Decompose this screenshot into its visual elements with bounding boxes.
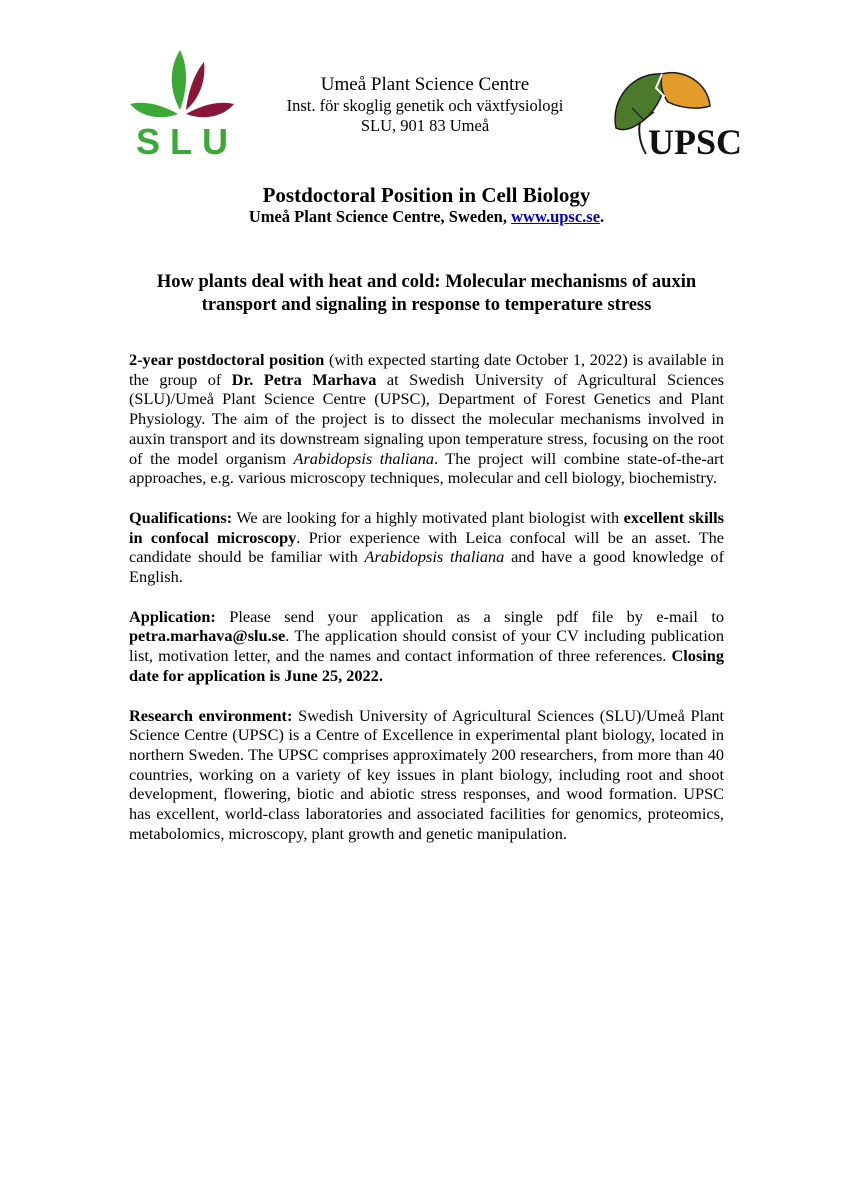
- application-text-1: Please send your application as a single pdf file by e-mail to: [215, 606, 724, 626]
- application-paragraph: [129, 607, 724, 686]
- research-text: Swedish University of Agricultural Sciences (SLU)/Umeå Plant Science Centre (UPSC) is a Centre of Excellence in experimental plant biology, located in northern Sweden. The UPSC comprises approximately 200 researchers, from more than 40 countries, working on a variety of key issues in plant biology, including root and shoot development, flowering, biotic and abiotic stress responses, and wood formation. UPSC has excellent, world-class laboratories and associated facilities for genomics, proteomics, metabolomics, microscopy, plant growth and genetic manipulation.: [129, 705, 724, 843]
- research-label: Research environment:: [129, 705, 293, 725]
- organism-name: Arabidopsis thaliana: [293, 448, 435, 468]
- project-title-line-1: How plants deal with heat and cold: Molecular mechanisms of auxin: [156, 272, 697, 292]
- qualifications-text-2: . Prior experience with Leica confocal will be an asset. The candidate should be familiar with: [129, 527, 724, 567]
- para1-text-1: (with expected starting date October 1, 2022) is available in the group of: [129, 350, 724, 389]
- project-title-line-2: transport and signaling in response to temperature stress: [201, 295, 652, 315]
- position-subtitle: [100, 207, 753, 227]
- position-title-block: [100, 183, 753, 227]
- qualifications-text-3: and have a good knowledge of English.: [129, 547, 724, 587]
- qualifications-label: Qualifications:: [129, 507, 233, 527]
- para1-text-2: at Swedish University of Agricultural Sciences (SLU)/Umeå Plant Science Centre (UPSC), Department of Forest Genetics and Plant Physiology. The aim of the project is to dissect the molecular mechanisms involved in auxin transport and its downstream signaling upon temperature stress, focusing on the root of the model organism: [129, 369, 725, 468]
- upsc-logo: [610, 68, 755, 160]
- para1-text-3: . The project will combine state-of-the-art approaches, e.g. various microscopy techniques, molecular and cell biology, biochemistry.: [129, 448, 724, 488]
- project-title: [125, 271, 728, 317]
- subtitle-text: Umeå Plant Science Centre, Sweden,: [248, 207, 512, 226]
- closing-date: Closing date for application is June 25, 2022.: [129, 646, 724, 685]
- slu-leaf-icon: [128, 48, 238, 158]
- research-environment-paragraph: [129, 706, 724, 844]
- document-body: [129, 350, 724, 863]
- position-title: Postdoctoral Position in Cell Biology: [262, 183, 591, 207]
- postal-address: SLU, 901 83 Umeå: [360, 116, 490, 135]
- qualifications-paragraph: [129, 508, 724, 587]
- required-skill: excellent skills in confocal microscopy: [129, 507, 724, 547]
- svg-text:UPSC: UPSC: [648, 122, 743, 160]
- application-text-2: . The application should consist of your CV including publication list, motivation letter, and the names and contact information of three references.: [129, 626, 724, 666]
- contact-email[interactable]: petra.marhava@slu.se: [129, 626, 286, 646]
- upsc-leaf-icon: [610, 68, 755, 160]
- application-label: Application:: [129, 606, 216, 626]
- organism-name-2: Arabidopsis thaliana: [364, 547, 505, 567]
- position-duration: 2-year postdoctoral position: [129, 350, 325, 369]
- position-description-paragraph: [129, 350, 724, 488]
- pi-name: Dr. Petra Marhava: [231, 369, 377, 389]
- institute-address: [260, 74, 590, 136]
- upsc-website-link[interactable]: www.upsc.se: [511, 207, 601, 226]
- svg-text:SLU: SLU: [136, 121, 238, 158]
- department-name: Inst. för skoglig genetik och växtfysiologi: [286, 96, 564, 115]
- slu-logo: [128, 48, 238, 158]
- qualifications-text-1: We are looking for a highly motivated plant biologist with: [232, 507, 624, 527]
- subtitle-period: .: [600, 207, 605, 226]
- institute-name: Umeå Plant Science Centre: [320, 74, 530, 95]
